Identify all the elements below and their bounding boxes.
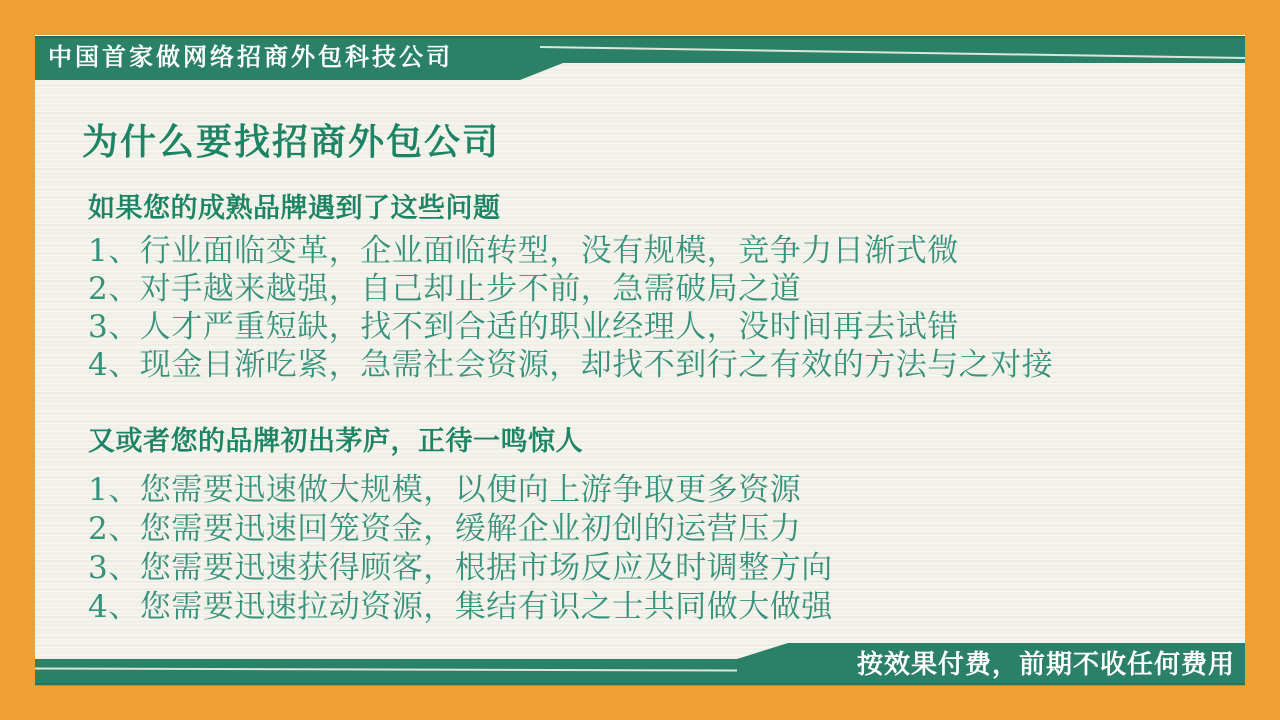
problem-item-1: 1、行业面临变革，企业面临转型，没有规模，竞争力日渐式微 <box>88 233 959 269</box>
page-title: 为什么要找招商外包公司 <box>82 121 501 162</box>
problem-item-3: 3、人才严重短缺，找不到合适的职业经理人，没时间再去试错 <box>88 309 959 345</box>
problem-item-4: 4、现金日渐吃紧，急需社会资源，却找不到行之有效的方法与之对接 <box>88 347 1054 383</box>
need-item-4: 4、您需要迅速拉动资源，集结有识之士共同做大做强 <box>88 589 833 625</box>
need-item-2: 2、您需要迅速回笼资金，缓解企业初创的运营压力 <box>88 511 802 547</box>
need-item-3: 3、您需要迅速获得顾客，根据市场反应及时调整方向 <box>88 550 833 586</box>
need-item-1: 1、您需要迅速做大规模，以便向上游争取更多资源 <box>88 472 802 508</box>
problem-list <box>88 232 1053 384</box>
footer-ribbon-text: 按效果付费，前期不收任何费用 <box>856 649 1235 679</box>
problem-item-2: 2、对手越来越强，自己却止步不前，急需破局之道 <box>88 271 802 307</box>
section-heading-mature-brand: 如果您的成熟品牌遇到了这些问题 <box>88 193 501 223</box>
need-list <box>88 471 833 627</box>
section-heading-new-brand: 又或者您的品牌初出茅庐，正待一鸣惊人 <box>88 426 583 456</box>
header-ribbon-text: 中国首家做网络招商外包科技公司 <box>48 44 453 71</box>
